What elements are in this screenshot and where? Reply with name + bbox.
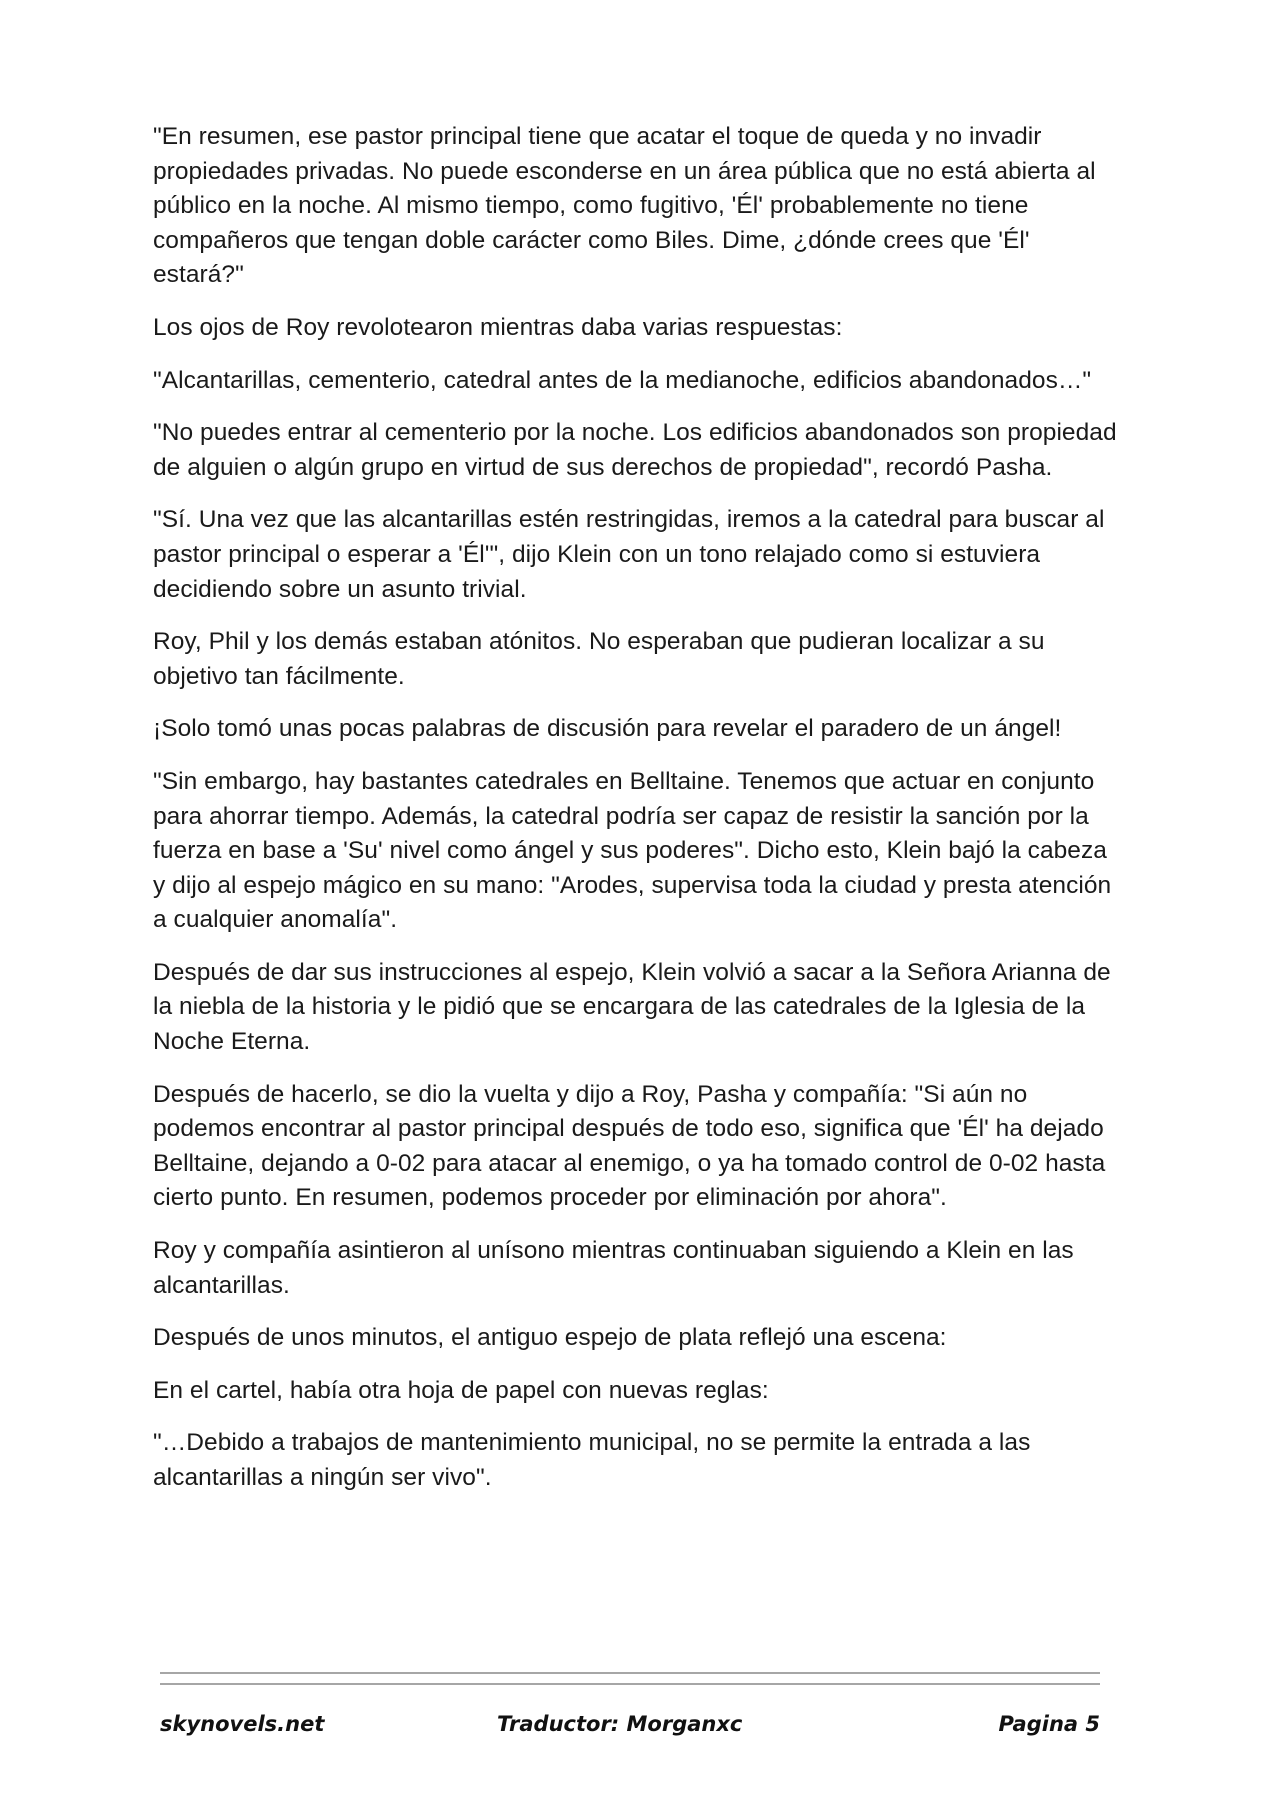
paragraph: Después de unos minutos, el antiguo espejo de plata reflejó una escena: xyxy=(153,1324,947,1352)
paragraph: "Sin embargo, hay bastantes catedrales en Belltaine. Tenemos que actuar en conjunto para ahorrar tiempo. Además, la catedral podría ser capaz de resistir la sanción por la fuerza en base a 'Su' nivel como ángel y sus poderes". Dicho esto, Klein bajó la cabeza y dijo al espejo mágico en su mano: "Arodes, supervisa toda la ciudad y presta atención a cualquier anomalía". xyxy=(153,767,1112,934)
paragraph: ¡Solo tomó unas pocas palabras de discusión para revelar el paradero de un ángel! xyxy=(153,715,1062,743)
paragraph: Roy y compañía asintieron al unísono mientras continuaban siguiendo a Klein en las alcantarillas. xyxy=(153,1237,1074,1299)
paragraph: "No puedes entrar al cementerio por la noche. Los edificios abandonados son propiedad de alguien o algún grupo en virtud de sus derechos de propiedad", recordó Pasha. xyxy=(153,419,1117,481)
document-body xyxy=(153,120,1118,1514)
paragraph: Después de dar sus instrucciones al espejo, Klein volvió a sacar a la Señora Arianna de la niebla de la historia y le pidió que se encargara de las catedrales de la Iglesia de la Noche Eterna. xyxy=(153,958,1111,1056)
paragraph: "Sí. Una vez que las alcantarillas estén restringidas, iremos a la catedral para buscar al pastor principal o esperar a 'Él'", dijo Klein con un tono relajado como si estuviera decidiendo sobre un asunto trivial. xyxy=(153,506,1105,603)
paragraph: Los ojos de Roy revolotearon mientras daba varias respuestas: xyxy=(153,313,843,341)
paragraph: "Alcantarillas, cementerio, catedral antes de la medianoche, edificios abandonados…" xyxy=(153,366,1092,394)
paragraph: "En resumen, ese pastor principal tiene que acatar el toque de queda y no invadir propiedades privadas. No puede esconderse en un área pública que no está abierta al público en la noche. Al mismo tiempo, como fugitivo, 'Él' probablemente no tiene compañeros que tengan doble carácter como Biles. Dime, ¿dónde crees que 'Él' estará?" xyxy=(153,123,1096,289)
footer-divider-bottom xyxy=(160,1683,1100,1685)
page-footer xyxy=(160,1712,1100,1748)
footer-translator: Traductor: Morganxc xyxy=(497,1712,743,1736)
paragraph: Después de hacerlo, se dio la vuelta y dijo a Roy, Pasha y compañía: "Si aún no podemos encontrar al pastor principal después de todo eso, significa que 'Él' ha dejado Belltaine, dejando a 0-02 para atacar al enemigo, o ya ha tomado control de 0-02 hasta cierto punto. En resumen, podemos proceder por eliminación por ahora". xyxy=(153,1080,1106,1212)
footer-page-number: Pagina 5 xyxy=(998,1712,1100,1736)
footer-site: skynovels.net xyxy=(160,1712,325,1736)
footer-divider-top xyxy=(160,1672,1100,1674)
paragraph: En el cartel, había otra hoja de papel con nuevas reglas: xyxy=(153,1376,769,1404)
paragraph: "…Debido a trabajos de mantenimiento municipal, no se permite la entrada a las alcantarillas a ningún ser vivo". xyxy=(153,1429,1031,1491)
paragraph: Roy, Phil y los demás estaban atónitos. No esperaban que pudieran localizar a su objetivo tan fácilmente. xyxy=(153,628,1045,690)
